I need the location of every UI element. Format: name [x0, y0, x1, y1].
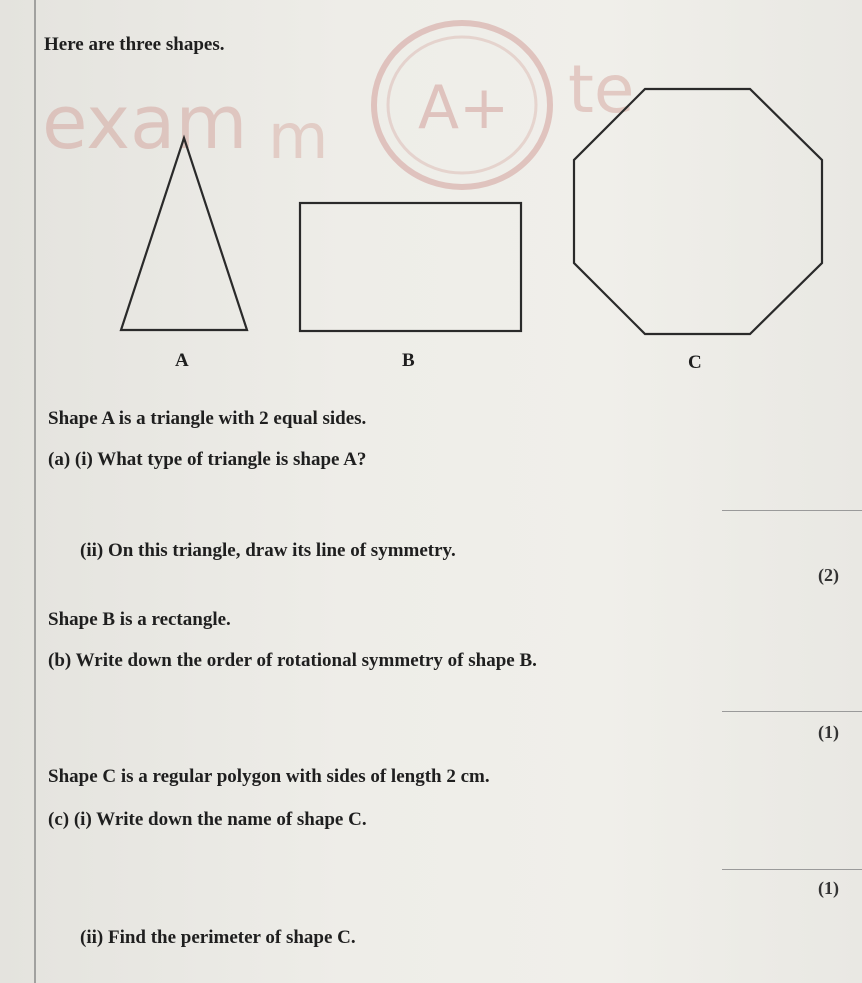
shape-label-a: A: [175, 350, 189, 371]
part-b-statement: Shape B is a rectangle.: [48, 609, 231, 630]
answer-line-c-i[interactable]: [722, 869, 862, 870]
part-a-question-i: (a) (i) What type of triangle is shape A?: [48, 449, 367, 470]
shapes-figure: [0, 0, 862, 370]
watermark-suffix: te: [568, 51, 635, 128]
marks-c: (1): [818, 878, 839, 898]
triangle-shape-a: [121, 138, 247, 330]
watermark-word: exam: [42, 80, 248, 166]
shape-label-b: B: [402, 350, 415, 371]
watermark-badge-text: A+: [418, 73, 510, 143]
watermark-m: m: [268, 100, 329, 173]
intro-text: Here are three shapes.: [44, 34, 225, 55]
rectangle-shape-b: [300, 203, 521, 331]
part-c-question-i: (c) (i) Write down the name of shape C.: [48, 809, 367, 830]
part-b-question: (b) Write down the order of rotational symmetry of shape B.: [48, 650, 537, 671]
marks-a: (2): [818, 565, 839, 585]
answer-line-a-i[interactable]: [722, 510, 862, 511]
part-a-question-ii: (ii) On this triangle, draw its line of symmetry.: [80, 540, 456, 561]
marks-b: (1): [818, 722, 839, 742]
answer-line-b[interactable]: [722, 711, 862, 712]
shape-label-c: C: [688, 352, 702, 373]
part-c-statement: Shape C is a regular polygon with sides of length 2 cm.: [48, 766, 490, 787]
octagon-shape-c: [574, 89, 822, 334]
part-a-statement: Shape A is a triangle with 2 equal sides.: [48, 408, 367, 429]
part-c-question-ii: (ii) Find the perimeter of shape C.: [80, 927, 356, 948]
